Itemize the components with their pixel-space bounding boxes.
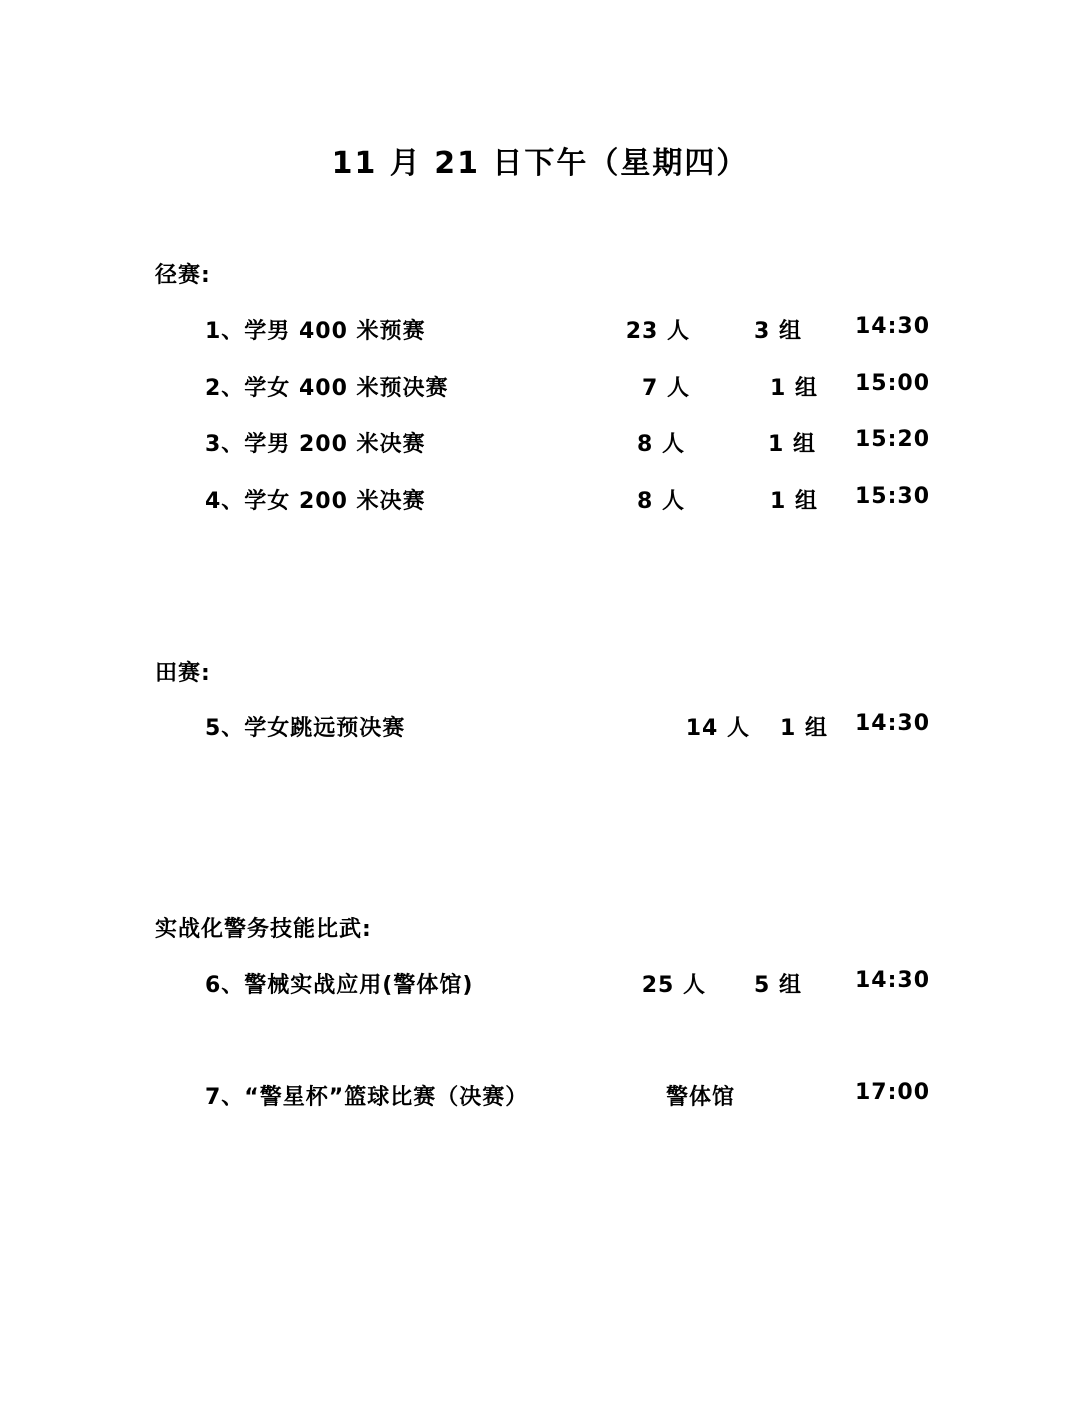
- event-name: 3、学男 200 米决赛: [205, 432, 426, 457]
- event-people: 7 人: [642, 376, 690, 401]
- event-time: 14:30: [854, 314, 930, 339]
- section-heading-field: 田赛:: [155, 661, 211, 686]
- event-people: 23 人: [625, 319, 690, 344]
- event-row: [0, 314, 1080, 348]
- event-row: [0, 1080, 1080, 1114]
- page-title: 11 月 21 日下午（星期四）: [331, 146, 749, 181]
- event-time: 15:20: [854, 427, 930, 452]
- event-row: [0, 711, 1080, 745]
- event-name: 1、学男 400 米预赛: [205, 319, 426, 344]
- event-row: [0, 371, 1080, 405]
- event-groups: 1 组: [780, 716, 828, 741]
- event-groups: 3 组: [754, 319, 802, 344]
- event-name: 7、“警星杯”篮球比赛（决赛）: [205, 1085, 529, 1110]
- event-time: 17:00: [854, 1080, 930, 1105]
- event-time: 14:30: [854, 968, 930, 993]
- event-time: 14:30: [854, 711, 930, 736]
- section-heading-police: 实战化警务技能比武:: [155, 917, 372, 942]
- event-row: [0, 968, 1080, 1002]
- event-name: 4、学女 200 米决赛: [205, 489, 426, 514]
- event-groups: 5 组: [754, 973, 802, 998]
- event-name: 5、学女跳远预决赛: [205, 716, 406, 741]
- event-name: 6、警械实战应用(警体馆): [205, 973, 474, 998]
- event-venue: 警体馆: [665, 1085, 735, 1110]
- event-people: 8 人: [637, 432, 685, 457]
- event-time: 15:30: [854, 484, 930, 509]
- event-row: [0, 484, 1080, 518]
- event-row: [0, 427, 1080, 461]
- event-groups: 1 组: [768, 432, 816, 457]
- event-groups: 1 组: [770, 376, 818, 401]
- event-people: 14 人: [685, 716, 750, 741]
- event-time: 15:00: [854, 371, 930, 396]
- section-heading-track: 径赛:: [155, 263, 211, 288]
- event-name: 2、学女 400 米预决赛: [205, 376, 449, 401]
- event-people: 8 人: [637, 489, 685, 514]
- event-groups: 1 组: [770, 489, 818, 514]
- event-people: 25 人: [641, 973, 706, 998]
